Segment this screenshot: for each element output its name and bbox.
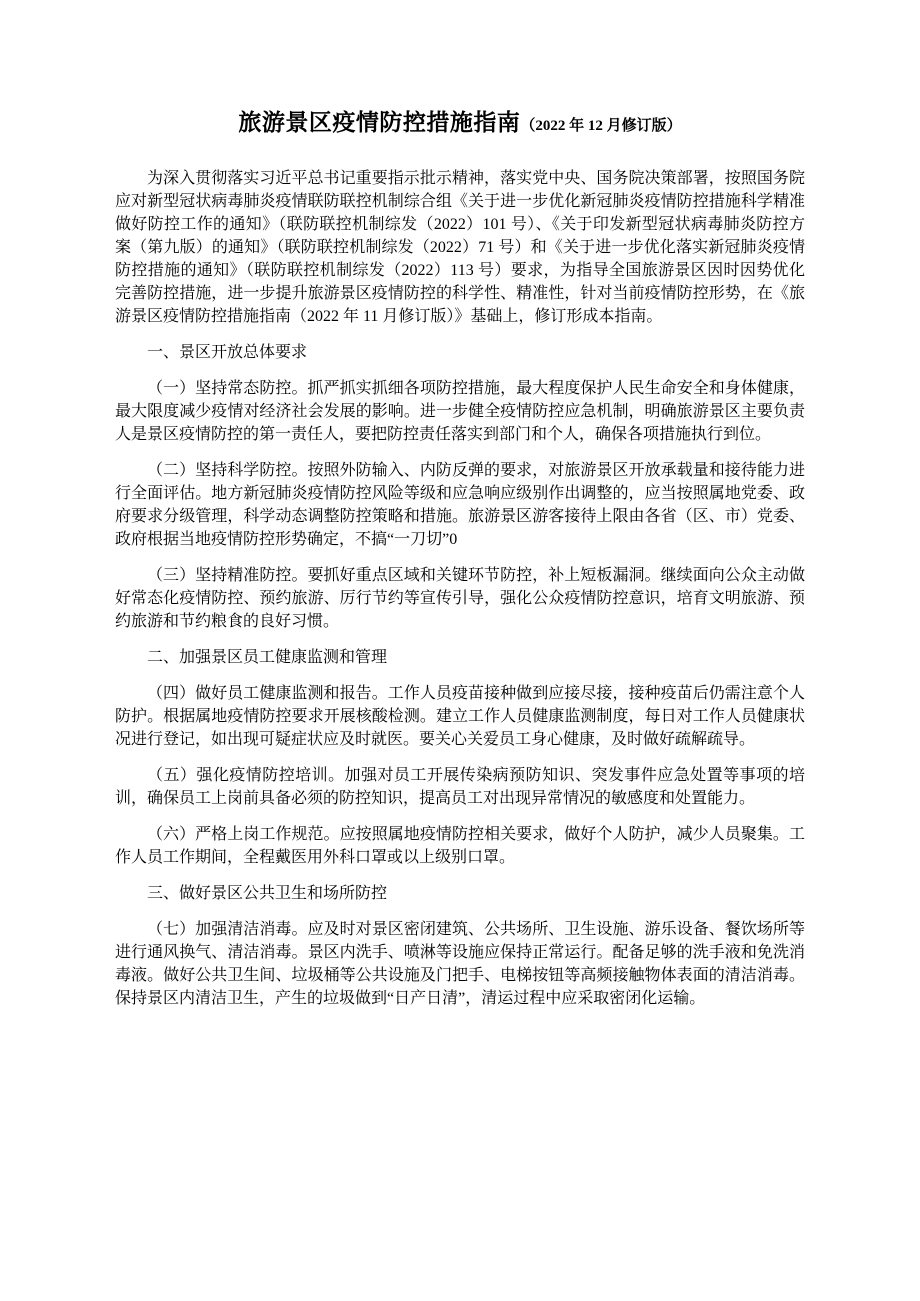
section-heading-1: 一、景区开放总体要求 [147,344,308,361]
paragraph-item-7: （七）加强清洁消毒。应及时对景区密闭建筑、公共场所、卫生设施、游乐设备、餐饮场所等进行通风换气、清洁消毒。景区内洗手、喷淋等设施应保持正常运行。配备足够的洗手液和免洗消毒液。做好公共卫生间、垃圾桶等公共设施及门把手、电梯按钮等高频接触物体表面的清洁消毒。保持景区内清洁卫生，产生的垃圾做到“日产日清”，清运过程中应采取密闭化运输。 [115,921,805,1007]
paragraph-item-6: （六）严格上岗工作规范。应按照属地疫情防控相关要求，做好个人防护，减少人员聚集。工作人员工作期间，全程戴医用外科口罩或以上级别口罩。 [115,826,805,866]
section-heading-3: 三、做好景区公共卫生和场所防控 [147,885,388,902]
intro-paragraph: 为深入贯彻落实习近平总书记重要指示批示精神，落实党中央、国务院决策部署，按照国务院应对新型冠状病毒肺炎疫情联防联控机制综合组《关于进一步优化新冠肺炎疫情防控措施科学精准做好防控工作的通知》（联防联控机制综发（2022）101 号）、《关于印发新型冠状病毒肺炎防控方案（第九版）的通知》（联防联控机制综发（2022）71 号）和《关于进一步优化落实新冠肺炎疫情防控措施的通知》（联防联控机制综发（2022）113 号）要求，为指导全国旅游景区因时因势优化完善防控措施，进一步提升旅游景区疫情防控的科学性、精准性，针对当前疫情防控形势，在《旅游景区疫情防控措施指南（2022 年 11 月修订版）》基础上，修订形成本指南。 [115,170,805,325]
paragraph-item-2: （二）坚持科学防控。按照外防输入、内防反弹的要求，对旅游景区开放承载量和接待能力进行全面评估。地方新冠肺炎疫情防控风险等级和应急响应级别作出调整的，应当按照属地党委、政府要求分级管理，科学动态调整防控策略和措施。旅游景区游客接待上限由各省（区、市）党委、政府根据当地疫情防控形势确定，不搞“一刀切”0 [115,462,805,548]
paragraph-item-5: （五）强化疫情防控培训。加强对员工开展传染病预防知识、突发事件应急处置等事项的培训，确保员工上岗前具备必须的防控知识，提高员工对出现异常情况的敏感度和处置能力。 [115,767,805,807]
paragraph-item-4: （四）做好员工健康监测和报告。工作人员疫苗接种做到应接尽接，接种疫苗后仍需注意个人防护。根据属地疫情防控要求开展核酸检测。建立工作人员健康监测制度，每日对工作人员健康状况进行登记，如出现可疑症状应及时就医。要关心关爱员工身心健康，及时做好疏解疏导。 [115,685,805,748]
paragraph-item-1: （一）坚持常态防控。抓严抓实抓细各项防控措施，最大程度保护人民生命安全和身体健康，最大限度减少疫情对经济社会发展的影响。进一步健全疫情防控应急机制，明确旅游景区主要负责人是景区疫情防控的第一责任人，要把防控责任落实到部门和个人，确保各项措施执行到位。 [115,380,805,443]
section-heading-2: 二、加强景区员工健康监测和管理 [147,649,388,666]
document-title [115,104,805,141]
paragraph-item-3: （三）坚持精准防控。要抓好重点区域和关键环节防控，补上短板漏洞。继续面向公众主动做好常态化疫情防控、预约旅游、厉行节约等宣传引导，强化公众疫情防控意识，培育文明旅游、预约旅游和节约粮食的良好习惯。 [115,567,805,630]
document-title-sub: （2022 年 12 月修订版） [520,118,682,134]
document-title-main: 旅游景区疫情防控措施指南 [238,110,521,135]
